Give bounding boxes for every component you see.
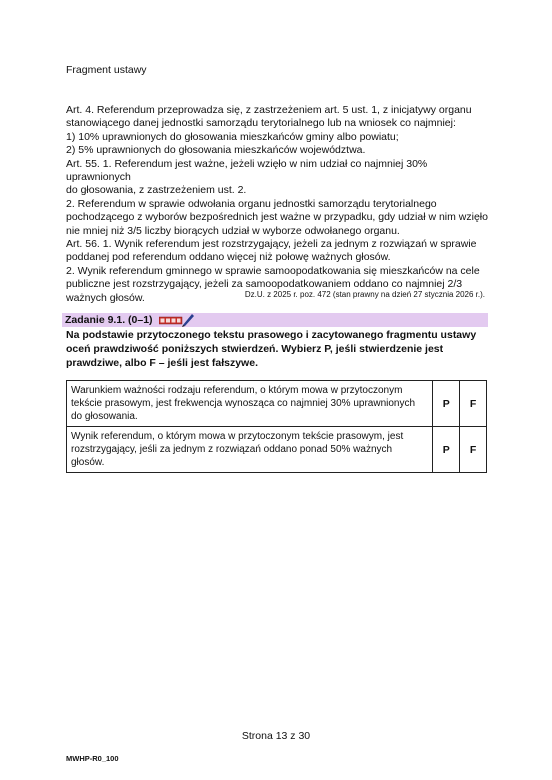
law-line: Art. 56. 1. Wynik referendum jest rozstrzygający, jeżeli za jednym z rozwiązań w sprawie xyxy=(66,238,477,251)
statement-text xyxy=(67,381,433,427)
statement-line: tekście prasowym, jest frekwencja wynosząca co najmniej 30% uprawnionych xyxy=(71,398,416,409)
law-line: nie mniej niż 3/5 liczby biorących udział w wyborze odwołanego organu. xyxy=(66,224,400,237)
statement-row xyxy=(67,381,487,427)
statement-line: do głosowania. xyxy=(71,411,138,422)
law-line: do głosowania, z zastrzeżeniem ust. 2. xyxy=(66,184,247,197)
statement-line: rozstrzygający, jeśli za jednym z rozwiązań oddano ponad 50% ważnych xyxy=(71,444,393,455)
answer-false-option[interactable]: F xyxy=(460,427,487,473)
fragment-heading: Fragment ustawy xyxy=(66,64,147,76)
answer-true-option[interactable]: P xyxy=(433,381,460,427)
true-false-table xyxy=(66,380,487,473)
law-line: 2) 5% uprawnionych do głosowania mieszkańców województwa. xyxy=(66,144,366,157)
document-code: MWHP-R0_100 xyxy=(66,754,119,763)
law-line: publiczne jest rozstrzygający, jeżeli za samoopodatkowaniem oddano co najmniej 2/3 xyxy=(66,278,463,291)
legal-citation: Dz.U. z 2025 r. poz. 472 (stan prawny na dzień 27 stycznia 2026 r.). xyxy=(244,290,485,299)
task-header-bar xyxy=(62,313,488,327)
task-instruction xyxy=(66,328,491,370)
law-line: 2. Referendum w sprawie odwołania organu jednostki samorządu terytorialnego xyxy=(66,197,437,210)
task-title: Zadanie 9.1. (0–1) xyxy=(65,314,153,326)
law-line: ważnych głosów. xyxy=(66,291,145,304)
answer-false-option[interactable]: F xyxy=(460,381,487,427)
statement-text xyxy=(67,427,433,473)
statement-row xyxy=(67,427,487,473)
law-line: pochodzącego z wyborów bezpośrednich jest ważne w przypadku, gdy udział w nim wzięło xyxy=(66,211,488,224)
answer-true-option[interactable]: P xyxy=(433,427,460,473)
statement-line: Warunkiem ważności rodzaju referendum, o którym mowa w przytoczonym xyxy=(71,385,403,396)
statement-line: Wynik referendum, o którym mowa w przytoczonym tekście prasowym, jest xyxy=(71,431,404,442)
page-number: Strona 13 z 30 xyxy=(241,730,311,742)
instruction-line: prawdziwe, albo F – jeśli jest fałszywe. xyxy=(66,357,258,369)
law-line: Art. 55. 1. Referendum jest ważne, jeżeli wzięło w nim udział co najmniej 30% uprawnionych xyxy=(66,157,428,184)
instruction-line: Na podstawie przytoczonego tekstu prasowego i zacytowanego fragmentu ustawy xyxy=(66,329,477,341)
instruction-line: oceń prawdziwość poniższych stwierdzeń. Wybierz P, jeśli stwierdzenie jest xyxy=(66,343,444,355)
law-fragment xyxy=(66,104,491,305)
law-line: poddanej pod referendum oddano więcej niż połowę ważnych głosów. xyxy=(66,251,391,264)
law-line: 2. Wynik referendum gminnego w sprawie samoopodatkowania się mieszkańców na cele xyxy=(66,264,480,277)
pencil-skill-icon xyxy=(159,313,195,327)
law-line: Art. 4. Referendum przeprowadza się, z zastrzeżeniem art. 5 ust. 1, z inicjatywy organu xyxy=(66,104,472,116)
law-line: 1) 10% uprawnionych do głosowania mieszkańców gminy albo powiatu; xyxy=(66,130,399,143)
law-line: stanowiącego danej jednostki samorządu terytorialnego lub na wniosek co najmniej: xyxy=(66,117,456,130)
statement-line: głosów. xyxy=(71,457,105,468)
